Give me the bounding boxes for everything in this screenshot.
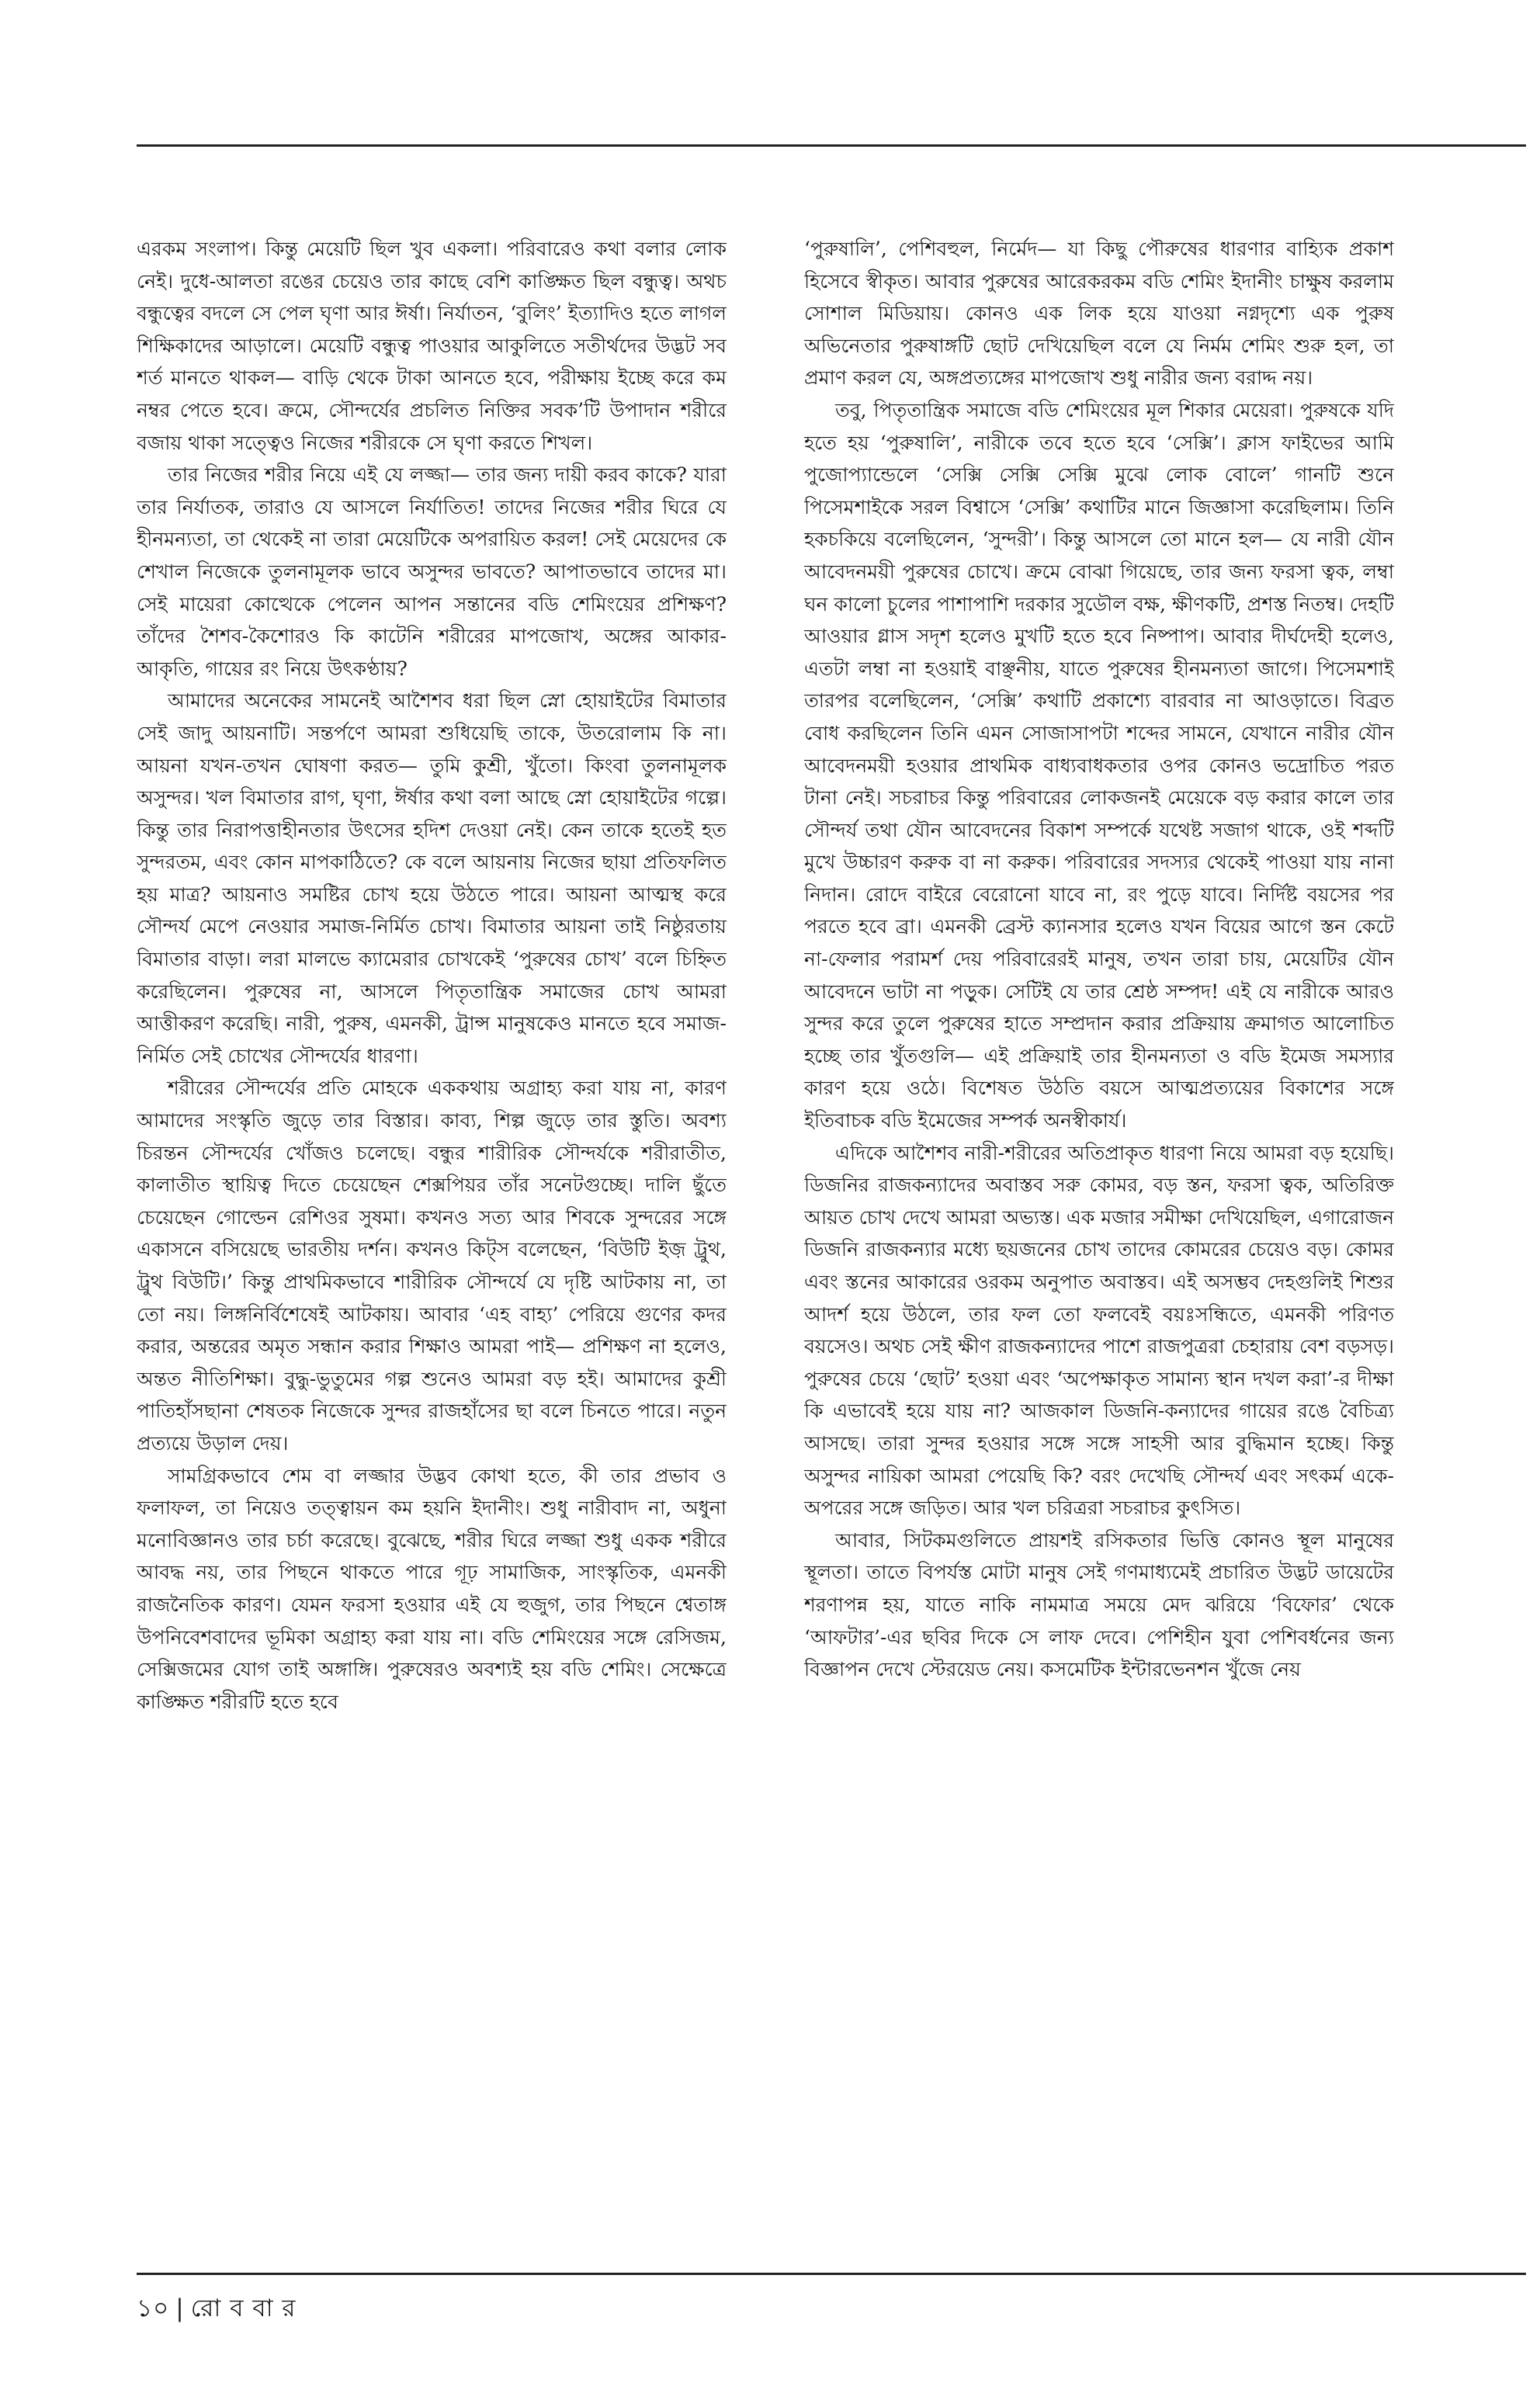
- paragraph: আবার, সিটকমগুলিতে প্রায়শই রসিকতার ভিত্তি কোনও স্থূল মানুষের স্থূলতা। তাতে বিপর্যস্ত মোটা মানুষ সেই গণমাধ্যমেই প্রচারিত উদ্ভট ডায়েটের শরণাপন্ন হয়, যাতে নাকি নামমাত্র সময়ে মেদ ঝরিয়ে ‘বিফোর’ থেকে ‘আফটার’-এর ছবির দিকে সে লাফ দেবে। পেশিহীন যুবা পেশিবর্ধনের জন্য বিজ্ঞাপন দেখে স্টেরয়েড নেয়। কসমেটিক ইন্টারভেনশন খুঁজে নেয়: [804, 1528, 1394, 1681]
- magazine-name: রো ব বা র: [190, 2294, 297, 2322]
- top-rule: [137, 144, 1526, 147]
- paragraph: আমাদের অনেকের সামনেই আশৈশব ধরা ছিল স্নো হোয়াইটের বিমাতার সেই জাদু আয়নাটি। সন্তর্পণে আমরা শুধিয়েছি তাকে, উতরোলাম কি না। আয়না যখন-তখন ঘোষণা করত— তুমি কুশ্রী, খুঁতো। কিংবা তুলনামূলক অসুন্দর। খল বিমাতার রাগ, ঘৃণা, ঈর্ষার কথা বলা আছে স্নো হোয়াইটের গল্পে। কিন্তু তার নিরাপত্তাহীনতার উৎসের হদিশ দেওয়া নেই। কেন তাকে হতেই হত সুন্দরতম, এবং কোন মাপকাঠিতে? কে বলে আয়নায় নিজের ছায়া প্রতিফলিত হয় মাত্র? আয়নাও সমষ্টির চোখ হয়ে উঠতে পারে। আয়না আত্মস্থ করে সৌন্দর্য মেপে নেওয়ার সমাজ-নির্মিত চোখ। বিমাতার আয়না তাই নিষ্ঠুরতায় বিমাতার বাড়া। লরা মালভে ক্যামেরার চোখকেই ‘পুরুষের চোখ’ বলে চিহ্নিত করেছিলেন। পুরুষের না, আসলে পিতৃতান্ত্রিক সমাজের চোখ আমরা আত্তীকরণ করেছি। নারী, পুরুষ, এমনকী, ট্রান্স মানুষকেও মানতে হবে সমাজ-নির্মিত সেই চোখের সৌন্দর্যের ধারণা।: [137, 689, 727, 1067]
- right-column: [804, 233, 1394, 2235]
- paragraph: ‘পুরুষালি’, পেশিবহুল, নির্মেদ— যা কিছু পৌরুষের ধারণার বাহ্যিক প্রকাশ হিসেবে স্বীকৃত। আবার পুরুষের আরেকরকম বডি শেমিং ইদানীং চাক্ষুষ করলাম সোশাল মিডিয়ায়। কোনও এক লিক হয়ে যাওয়া নগ্নদৃশ্যে এক পুরুষ অভিনেতার পুরুষাঙ্গটি ছোট দেখিয়েছিল বলে যে নির্মম শেমিং শুরু হল, তা প্রমাণ করল যে, অঙ্গপ্রত্যঙ্গের মাপজোখ শুধু নারীর জন্য বরাদ্দ নয়।: [804, 238, 1394, 390]
- paragraph: এরকম সংলাপ। কিন্তু মেয়েটি ছিল খুব একলা। পরিবারেও কথা বলার লোক নেই। দুধে-আলতা রঙের চেয়েও তার কাছে বেশি কাঙ্ক্ষিত ছিল বন্ধুত্ব। অথচ বন্ধুত্বের বদলে সে পেল ঘৃণা আর ঈর্ষা। নির্যাতন, ‘বুলিং’ ইত্যাদিও হতে লাগল শিক্ষিকাদের আড়ালে। মেয়েটি বন্ধুত্ব পাওয়ার আকুলিতে সতীর্থদের উদ্ভট সব শর্ত মানতে থাকল— বাড়ি থেকে টাকা আনতে হবে, পরীক্ষায় ইচ্ছে করে কম নম্বর পেতে হবে। ক্রমে, সৌন্দর্যের প্রচলিত নিক্তির সবক’টি উপাদান শরীরে বজায় থাকা সত্ত্বেও নিজের শরীরকে সে ঘৃণা করতে শিখল।: [137, 238, 727, 454]
- page-footer: [137, 2290, 296, 2330]
- paragraph: সামগ্রিকভাবে শেম বা লজ্জার উদ্ভব কোথা হতে, কী তার প্রভাব ও ফলাফল, তা নিয়েও তত্ত্বায়ন কম হয়নি ইদানীং। শুধু নারীবাদ না, অধুনা মনোবিজ্ঞানও তার চর্চা করেছে। বুঝেছে, শরীর ঘিরে লজ্জা শুধু একক শরীরে আবদ্ধ নয়, তার পিছনে থাকতে পারে গূঢ় সামাজিক, সাংস্কৃতিক, এমনকী রাজনৈতিক কারণ। যেমন ফরসা হওয়ার এই যে হুজুগ, তার পিছনে শ্বেতাঙ্গ উপনিবেশবাদের ভূমিকা অগ্রাহ্য করা যায় না। বডি শেমিংয়ের সঙ্গে রেসিজম, সেক্সিজমের যোগ তাই অঙ্গাঙ্গি। পুরুষেরও অবশ্যই হয় বডি শেমিং। সেক্ষেত্রে কাঙ্ক্ষিত শরীরটি হতে হবে: [137, 1464, 727, 1713]
- bottom-rule: [137, 2273, 1526, 2275]
- paragraph: তার নিজের শরীর নিয়ে এই যে লজ্জা— তার জন্য দায়ী করব কাকে? যারা তার নির্যাতক, তারাও যে আসলে নির্যাতিত! তাদের নিজের শরীর ঘিরে যে হীনমন্যতা, তা থেকেই না তারা মেয়েটিকে অপরায়িত করল! সেই মেয়েদের কে শেখাল নিজেকে তুলনামূলক ভাবে অসুন্দর ভাবতে? আপাতভাবে তাদের মা। সেই মায়েরা কোত্থেকে পেলেন আপন সন্তানের বডি শেমিংয়ের প্রশিক্ষণ? তাঁদের শৈশব-কৈশোরও কি কাটেনি শরীরের মাপজোখ, অঙ্গের আকার-আকৃতি, গায়ের রং নিয়ে উৎকণ্ঠায়?: [137, 463, 727, 680]
- paragraph: এদিকে আশৈশব নারী-শরীরের অতিপ্রাকৃত ধারণা নিয়ে আমরা বড় হয়েছি। ডিজনির রাজকন্যাদের অবাস্তব সরু কোমর, বড় স্তন, ফরসা ত্বক, অতিরিক্ত আয়ত চোখ দেখে আমরা অভ্যস্ত। এক মজার সমীক্ষা দেখিয়েছিল, এগারোজন ডিজনি রাজকন্যার মধ্যে ছয়জনের চোখ তাদের কোমরের চেয়েও বড়। কোমর এবং স্তনের আকারের ওরকম অনুপাত অবাস্তব। এই অসম্ভব দেহগুলিই শিশুর আদর্শ হয়ে উঠলে, তার ফল তো ফলবেই বয়ঃসন্ধিতে, এমনকী পরিণত বয়সেও। অথচ সেই ক্ষীণ রাজকন্যাদের পাশে রাজপুত্ররা চেহারায় বেশ বড়সড়। পুরুষের চেয়ে ‘ছোট’ হওয়া এবং ‘অপেক্ষাকৃত সামান্য স্থান দখল করা’-র দীক্ষা কি এভাবেই হয়ে যায় না? আজকাল ডিজনি-কন্যাদের গায়ের রঙে বৈচিত্র্য আসছে। তারা সুন্দর হওয়ার সঙ্গে সঙ্গে সাহসী আর বুদ্ধিমান হচ্ছে। কিন্তু অসুন্দর নায়িকা আমরা পেয়েছি কি? বরং দেখেছি সৌন্দর্য এবং সৎকর্ম একে-অপরের সঙ্গে জড়িত। আর খল চরিত্ররা সচরাচর কুৎসিত।: [804, 1141, 1394, 1520]
- paragraph: তবু, পিতৃতান্ত্রিক সমাজে বডি শেমিংয়ের মূল শিকার মেয়েরা। পুরুষকে যদি হতে হয় ‘পুরুষালি’, নারীকে তবে হতে হবে ‘সেক্সি’। ক্লাস ফাইভের আমি পুজোপ্যান্ডেলে ‘সেক্সি সেক্সি সেক্সি মুঝে লোক বোলে’ গানটি শুনে পিসেমশাইকে সরল বিশ্বাসে ‘সেক্সি’ কথাটির মানে জিজ্ঞাসা করেছিলাম। তিনি হকচকিয়ে বলেছিলেন, ‘সুন্দরী’। কিন্তু আসলে তো মানে হল— যে নারী যৌন আবেদনময়ী পুরুষের চোখে। ক্রমে বোঝা গিয়েছে, তার জন্য ফরসা ত্বক, লম্বা ঘন কালো চুলের পাশাপাশি দরকার সুডৌল বক্ষ, ক্ষীণকটি, প্রশস্ত নিতম্ব। দেহটি আওয়ার গ্লাস সদৃশ হলেও মুখটি হতে হবে নিষ্পাপ। আবার দীর্ঘদেহী হলেও, এতটা লম্বা না হওয়াই বাঞ্ছনীয়, যাতে পুরুষের হীনমন্যতা জাগে। পিসেমশাই তারপর বলেছিলেন, ‘সেক্সি’ কথাটি প্রকাশ্যে বারবার না আওড়াতে। বিব্রত বোধ করছিলেন তিনি এমন সোজাসাপটা শব্দের সামনে, যেখানে নারীর যৌন আবেদনময়ী হওয়ার প্রাথমিক বাধ্যবাধকতার ওপর কোনও ভদ্রোচিত পরত টানা নেই। সচরাচর কিন্তু পরিবারের লোকজনই মেয়েকে বড় করার কালে তার সৌন্দর্য তথা যৌন আবেদনের বিকাশ সম্পর্কে যথেষ্ট সজাগ থাকে, ওই শব্দটি মুখে উচ্চারণ করুক বা না করুক। পরিবারের সদস্যর থেকেই পাওয়া যায় নানা নিদান। রোদে বাইরে বেরোনো যাবে না, রং পুড়ে যাবে। নির্দিষ্ট বয়সের পর পরতে হবে ব্রা। এমনকী ব্রেস্ট ক্যানসার হলেও যখন বিয়ের আগে স্তন কেটে না-ফেলার পরামর্শ দেয় পরিবারেরই মানুষ, তখন তারা চায়, মেয়েটির যৌন আবেদনে ভাটা না পড়ুক। সেটিই যে তার শ্রেষ্ঠ সম্পদ! এই যে নারীকে আরও সুন্দর করে তুলে পুরুষের হাতে সম্প্রদান করার প্রক্রিয়ায় ক্রমাগত আলোচিত হচ্ছে তার খুঁতগুলি— এই প্রক্রিয়াই তার হীনমন্যতা ও বডি ইমেজ সমস্যার কারণ হয়ে ওঠে। বিশেষত উঠতি বয়সে আত্মপ্রত্যয়ের বিকাশের সঙ্গে ইতিবাচক বডি ইমেজের সম্পর্ক অনস্বীকার্য।: [804, 398, 1394, 1132]
- left-column: [137, 233, 727, 2235]
- page-number: ১০: [137, 2294, 170, 2322]
- paragraph: শরীরের সৌন্দর্যের প্রতি মোহকে এককথায় অগ্রাহ্য করা যায় না, কারণ আমাদের সংস্কৃতি জুড়ে তার বিস্তার। কাব্য, শিল্প জুড়ে তার স্তুতি। অবশ্য চিরন্তন সৌন্দর্যের খোঁজও চলেছে। বন্ধুর শারীরিক সৌন্দর্যকে শরীরাতীত, কালাতীত স্থায়িত্ব দিতে চেয়েছেন শেক্সপিয়র তাঁর সনেটগুচ্ছে। দালি ছুঁতে চেয়েছেন গোল্ডেন রেশিওর সুষমা। কখনও সত্য আর শিবকে সুন্দরের সঙ্গে একাসনে বসিয়েছে ভারতীয় দর্শন। কখনও কিট্স বলেছেন, ‘বিউটি ইজ় ট্রুথ, ট্রুথ বিউটি।’ কিন্তু প্রাথমিকভাবে শারীরিক সৌন্দর্যে যে দৃষ্টি আটকায় না, তা তো নয়। লিঙ্গনির্বিশেষেই আটকায়। আবার ‘এহ বাহ্য’ পেরিয়ে গুণের কদর করার, অন্তরের অমৃত সন্ধান করার শিক্ষাও আমরা পাই— প্রশিক্ষণ না হলেও, অন্তত নীতিশিক্ষা। বুদ্ধু-ভুতুমের গল্প শুনেও আমরা বড় হই। আমাদের কুশ্রী পাতিহাঁসছানা শেষতক নিজেকে সুন্দর রাজহাঁসের ছা বলে চিনতে পারে। নতুন প্রত্যয়ে উড়াল দেয়।: [137, 1077, 727, 1455]
- footer-separator: |: [175, 2294, 185, 2322]
